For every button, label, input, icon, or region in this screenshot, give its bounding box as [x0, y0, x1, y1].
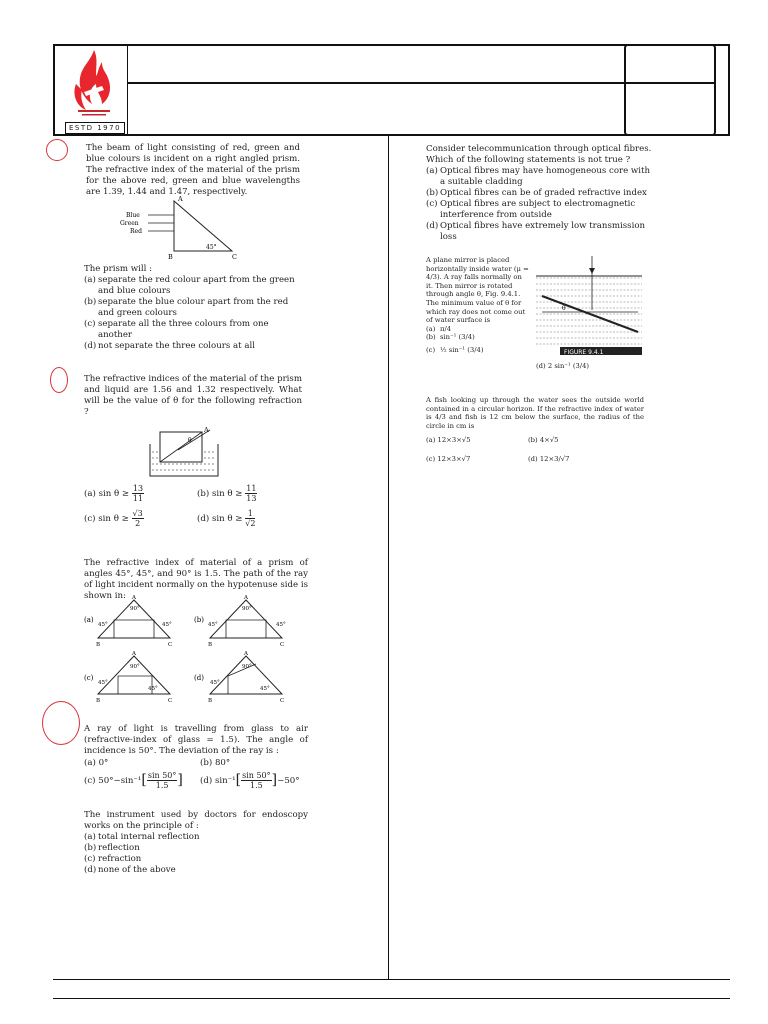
- question-text: The refractive index of material of a prism of angles 45°, 45°, and 90° is 1.5. The path of the ray of light incident normally on the hypotenuse side is shown in:: [84, 558, 308, 601]
- institute-logo: [62, 44, 128, 136]
- option[interactable]: (a) 12×3×√5: [426, 436, 471, 444]
- figure-caption: FIGURE 9.4.1: [564, 349, 604, 356]
- angle-label: 45°: [210, 680, 220, 686]
- label-green: Green: [120, 220, 139, 227]
- label-blue: Blue: [126, 212, 140, 219]
- option[interactable]: (c) refraction: [84, 854, 142, 864]
- option[interactable]: (d) Optical fibres have extremely low transmission loss: [426, 221, 646, 242]
- question-text: The instrument used by doctors for endoscopy works on the principle of :: [84, 810, 308, 831]
- vertex-label: A: [132, 651, 136, 657]
- header-divider: [128, 82, 624, 84]
- question-right-2: [426, 256, 530, 355]
- option[interactable]: (a) π/4: [426, 324, 452, 333]
- red-circle-mark: [46, 139, 68, 161]
- question-text: Consider telecommunication through optical fibres. Which of the following statements is not true ?: [426, 144, 652, 165]
- vertex-label: C: [168, 642, 173, 648]
- fig-label: (a): [84, 616, 94, 624]
- option[interactable]: (d) 2 sin⁻¹ (3/4): [536, 362, 590, 370]
- option[interactable]: (d) sin⁻¹[ $\frac{\sin 50^\circ}{1.5}$ ]−50°: [200, 771, 300, 790]
- option[interactable]: (b) 80°: [200, 758, 231, 768]
- option[interactable]: (b) sin θ ≥ $\frac{11}{13}$: [197, 484, 257, 503]
- fig-label: (c): [84, 674, 94, 682]
- option[interactable]: (c) ½ sin⁻¹ (3/4): [426, 345, 484, 354]
- angle-label: 90°: [242, 664, 252, 670]
- column-divider: [388, 136, 389, 980]
- option[interactable]: (d) not separate the three colours at all: [84, 341, 255, 351]
- question-1: [86, 143, 300, 198]
- angle-label: 90°: [130, 664, 140, 670]
- option[interactable]: (c) 50°−sin⁻¹[ $\frac{\sin 50^\circ}{1.5}$ ]: [84, 771, 183, 790]
- angle-label: 90°: [242, 606, 252, 612]
- question-right-3-options: [426, 436, 622, 463]
- option[interactable]: (a) sin θ ≥ $\frac{13}{11}$: [84, 484, 144, 503]
- option[interactable]: (a) 0°: [84, 758, 109, 768]
- vertex-label: A: [132, 595, 136, 601]
- fig-label: (d): [194, 674, 204, 682]
- label-theta: θ: [562, 305, 566, 312]
- question-text: A fish looking up through the water sees the outside world contained in a circular horizon. If the refractive index of water is 4/3 and fish is 12 cm below the surface, the radius of the circle in cm is: [426, 396, 644, 430]
- option[interactable]: (a) separate the red colour apart from the green and blue colours: [84, 275, 295, 296]
- vertex-label: C: [168, 698, 173, 704]
- question-5: [84, 810, 308, 876]
- angle-label: 45°: [98, 622, 108, 628]
- vertex-label: C: [280, 698, 285, 704]
- question-right-3: [426, 396, 644, 430]
- label-angle: 45°: [206, 244, 217, 251]
- logo-estd-label: ESTD 1970: [65, 122, 125, 134]
- vertex-label: B: [96, 698, 101, 704]
- question-text: The beam of light consisting of red, green and blue colours is incident on a right angled prism. The refractive index of the material of the prism for the above red, green and blue wavelengths are 1.39, 1.44 and 1.47, respectively.: [86, 143, 300, 197]
- prism-options-figure: [82, 594, 298, 704]
- label-c: C: [232, 253, 237, 261]
- label-red: Red: [130, 228, 142, 235]
- option[interactable]: (c) Optical fibres are subject to electromagnetic interference from outside: [426, 199, 636, 220]
- label-a: A: [204, 426, 209, 434]
- question-1-options: [84, 264, 302, 352]
- footer-line-bottom: [53, 998, 730, 999]
- angle-label: 45°: [208, 622, 218, 628]
- question-2-options: [84, 484, 302, 528]
- header-right-divider: [626, 82, 714, 84]
- fig-label: (b): [194, 616, 204, 624]
- option[interactable]: (b) reflection: [84, 843, 140, 853]
- question-text: A plane mirror is placed horizontally inside water (μ = 4/3). A ray falls normally on it. Then mirror is rotated through angle θ, Fig. 9.4.1. The minimum value of θ for which ray does not come out of water surface is: [426, 256, 529, 325]
- vertex-label: A: [244, 595, 248, 601]
- flame-logo-icon: [62, 44, 126, 124]
- vertex-label: B: [208, 642, 213, 648]
- option[interactable]: (b) separate the blue colour apart from the red and green colours: [84, 297, 289, 318]
- angle-label: 90°: [130, 606, 140, 612]
- angle-label: 45°: [260, 686, 270, 692]
- header-right-box: [624, 44, 716, 136]
- vertex-label: A: [244, 651, 248, 657]
- vertex-label: B: [208, 698, 213, 704]
- option[interactable]: (d) none of the above: [84, 865, 176, 875]
- angle-label: 45°: [276, 622, 286, 628]
- question-right-1: [426, 144, 656, 243]
- option[interactable]: (a) total internal reflection: [84, 832, 200, 842]
- label-a: A: [178, 195, 183, 203]
- question-text: A ray of light is travelling from glass to air (refractive-index of glass = 1.5). The angle of incidence is 50°. The deviation of the ray is :: [84, 724, 308, 756]
- footer-line-top: [53, 979, 730, 980]
- prism-liquid-figure: [144, 422, 224, 480]
- vertex-label: B: [96, 642, 101, 648]
- option[interactable]: (d) sin θ ≥ $\frac{1}{√2}$: [197, 509, 256, 528]
- angle-label: 45°: [162, 622, 172, 628]
- label-theta: θ: [188, 437, 192, 444]
- option[interactable]: (a) Optical fibres may have homogeneous core with a suitable cladding: [426, 166, 651, 187]
- question-4: [84, 724, 308, 757]
- option[interactable]: (b) Optical fibres can be of graded refractive index: [426, 188, 647, 198]
- prism-figure-1: [118, 193, 238, 261]
- option[interactable]: (b) 4×√5: [528, 436, 559, 444]
- question-2: [84, 374, 302, 418]
- question-stem: The prism will :: [84, 264, 152, 274]
- option[interactable]: (c) sin θ ≥ $\frac{√3}{2}$: [84, 509, 143, 528]
- option[interactable]: (b) sin⁻¹ (3/4): [426, 333, 475, 342]
- mirror-water-figure: [534, 254, 644, 358]
- option[interactable]: (c) separate all the three colours from one another: [84, 319, 269, 340]
- angle-label: 45°: [98, 680, 108, 686]
- label-b: B: [168, 253, 173, 261]
- red-circle-mark: [50, 367, 68, 393]
- option[interactable]: (c) 12×3×√7: [426, 454, 471, 463]
- vertex-label: C: [280, 642, 285, 648]
- red-circle-mark: [42, 701, 80, 745]
- option[interactable]: (d) 12×3/√7: [528, 454, 570, 463]
- question-text: The refractive indices of the material of the prism and liquid are 1.56 and 1.32 respectively. What will be the value of θ for the following refraction ?: [84, 374, 302, 417]
- question-4-options: [84, 758, 308, 790]
- angle-label: 45°: [148, 686, 158, 692]
